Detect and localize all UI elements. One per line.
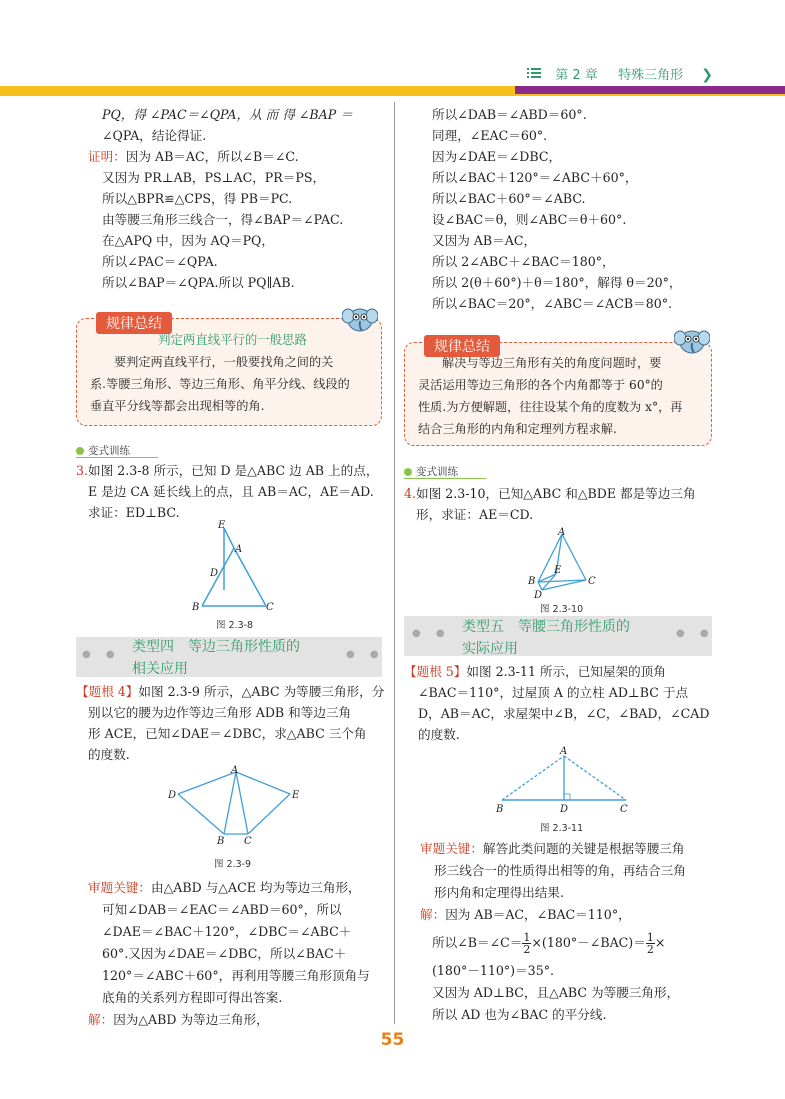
example-label: 【题根 4】 <box>76 684 139 699</box>
solution-line: 设∠BAC＝θ，则∠ABC＝θ＋60°. <box>432 212 627 227</box>
figure-2-3-10 <box>524 526 604 602</box>
key-line: 可知∠DAB＝∠EAC＝∠ABD＝60°，所以 <box>102 902 342 917</box>
header-bar-purple <box>515 86 785 94</box>
example-line: 的度数. <box>418 727 460 742</box>
bullet-icon <box>76 447 84 455</box>
solution-line: 所以∠BAC＋120°＝∠ABC＋60°， <box>432 170 638 185</box>
example-line: ∠BAC＝110°，过屋顶 A 的立柱 AD⊥BC 于点 <box>418 685 689 700</box>
type5-dots-right: ● ● <box>676 628 715 639</box>
example-line: 别以它的腰为边作等边三角形 ADB 和等边三角 <box>88 705 352 720</box>
chapter-title: 特殊三角形 <box>618 68 684 83</box>
proof-line: 由等腰三角形三线合一，得∠BAP＝∠PAC. <box>102 212 344 227</box>
fig239-label: C <box>244 836 252 847</box>
fig239-label: D <box>168 790 177 801</box>
solution-line: 因为△ABD 为等边三角形， <box>113 1012 269 1027</box>
figure-2-3-9 <box>164 764 304 850</box>
fig239-label: B <box>217 836 225 847</box>
proof-line: 所以△BPR≌△CPS，得 PB＝PC. <box>102 191 293 206</box>
fig238-label: E <box>218 520 226 531</box>
summary-line: 垂直平分线等都会出现相等的角. <box>90 399 265 413</box>
fraction-half: $\frac{1}{2}$ <box>523 931 531 956</box>
key-line: 60°.又因为∠DAE＝∠DBC，所以∠BAC＋ <box>102 946 347 961</box>
solution-line: 因为∠DAE＝∠DBC， <box>432 149 562 164</box>
question-line: 如图 2.3-8 所示，已知 D 是△ABC 边 AB 上的点， <box>88 463 379 478</box>
solution-line: 又因为 AB＝AC， <box>432 233 537 248</box>
fig238-label: B <box>192 602 200 613</box>
proof-line: 所以∠PAC＝∠QPA. <box>102 254 218 269</box>
summary-line: 灵活运用等边三角形的各个内角都等于 60°的 <box>418 378 663 392</box>
summary-tag: 规律总结 <box>424 335 500 357</box>
key-label: 审题关键： <box>420 841 483 856</box>
example-label: 【题根 5】 <box>404 664 467 679</box>
variant-training-tag: 变式训练 <box>76 443 130 458</box>
fig239-label: A <box>231 765 239 776</box>
fig238-label: D <box>210 568 219 579</box>
example-5 <box>404 661 710 745</box>
variant-underline <box>76 457 158 458</box>
key-line: 形内角和定理得出结果. <box>434 885 564 900</box>
figure-caption: 图 2.3-11 <box>540 823 584 834</box>
solution-fraction-line: 所以∠B＝∠C＝ $\frac{1}{2}$ ×(180°－∠BAC)＝ $\frac{1}{2}$ × <box>432 931 666 956</box>
example-line: 如图 2.3-9 所示，△ABC 为等腰三角形，分 <box>138 684 385 699</box>
question-4 <box>404 483 696 525</box>
example-line: 形 ACE，已知∠DAE＝∠DBC，求△ABC 三个角 <box>88 726 367 741</box>
fig238-label: C <box>266 602 274 613</box>
key-line: ∠DAE＝∠BAC＋120°，∠DBC＝∠ABC＋ <box>102 924 352 939</box>
type5-title: 类型五 等腰三角形性质的 实际应用 <box>462 619 630 657</box>
fig2311-label: B <box>496 804 504 815</box>
variant-underline <box>404 478 486 479</box>
summary-content <box>418 352 704 440</box>
fig2310-label: A <box>558 527 566 538</box>
proof-line: 在△APQ 中，因为 AQ＝PQ， <box>102 233 274 248</box>
page-number: 55 <box>380 1030 405 1050</box>
figure-caption: 图 2.3-8 <box>216 620 254 631</box>
proof-line: 因为 AB＝AC，所以∠B＝∠C. <box>125 149 299 164</box>
question-line: 求证：ED⊥BC. <box>88 505 180 520</box>
solution-line: 因为 AB＝AC，∠BAC＝110°， <box>445 907 631 922</box>
example-line: 的度数. <box>88 747 130 762</box>
header-bar-yellow <box>0 86 520 94</box>
type4-title: 类型四 等边三角形性质的 相关应用 <box>132 639 300 677</box>
key-line: 由△ABD 与△ACE 均为等边三角形， <box>150 880 361 895</box>
fig2310-label: B <box>528 576 536 587</box>
summary-content <box>90 329 375 417</box>
solution-line: (180°－110°)＝35°. <box>432 963 555 978</box>
solution-line: 所以 2(θ＋60°)＋θ＝180°，解得 θ＝20°， <box>432 275 682 290</box>
fraction-half: $\frac{1}{2}$ <box>646 931 654 956</box>
bullet-icon <box>404 468 412 476</box>
fig238-label: A <box>235 544 243 555</box>
summary-subtitle: 判定两直线平行的一般思路 <box>158 332 307 347</box>
column-divider <box>394 102 395 1024</box>
header-rule <box>0 94 785 96</box>
key-analysis-left <box>88 877 370 1031</box>
chapter-header <box>527 64 713 83</box>
fig239-label: E <box>292 790 300 801</box>
key-line: 底角的关系列方程即可得出答案. <box>102 990 283 1005</box>
fig2311-label: D <box>560 804 569 815</box>
intro-line: ∠QPA，结论得证. <box>102 128 207 143</box>
question-number: 4. <box>404 486 417 501</box>
fig2310-label: E <box>554 565 562 576</box>
type4-dots-left: ● ● <box>82 649 121 660</box>
proof-line: 所以∠BAP＝∠QPA.所以 PQ∥AB. <box>102 275 295 290</box>
summary-line: 系.等腰三角形、等边三角形、角平分线、线段的 <box>90 377 350 391</box>
type5-dots-left: ● ● <box>412 628 451 639</box>
figure-2-3-11 <box>492 744 632 816</box>
intro-line: PQ，得 ∠PAC＝∠QPA，从 而 得 ∠BAP ＝ <box>102 107 353 122</box>
key-line: 120°＝∠ABC＋60°，再利用等腰三角形顶角与 <box>102 968 370 983</box>
example-4 <box>76 681 384 765</box>
solution-label: 解： <box>420 907 446 922</box>
proof-line: 又因为 PR⊥AB，PS⊥AC，PR＝PS， <box>102 170 326 185</box>
question-line: 形，求证：AE＝CD. <box>416 507 534 522</box>
summary-line: 要判定两直线平行，一般要找角之间的关 <box>114 355 334 369</box>
question-line: 如图 2.3-10，已知△ABC 和△BDE 都是等边三角 <box>416 486 696 501</box>
summary-line: 结合三角形的内角和定理列方程求解. <box>418 422 617 436</box>
solution-label: 解： <box>88 1012 114 1027</box>
solution-line: 又因为 AD⊥BC，且△ABC 为等腰三角形， <box>432 985 680 1000</box>
right-solution <box>432 104 682 314</box>
figure-caption: 图 2.3-9 <box>214 859 252 870</box>
fig2310-label: C <box>588 576 596 587</box>
solution-line: 所以∠BAC＋60°＝∠ABC. <box>432 191 586 206</box>
chapter-label: 第 2 章 <box>555 68 598 83</box>
key-label: 审题关键： <box>88 880 151 895</box>
example-line: D，AB＝AC，求屋架中∠B，∠C，∠BAD，∠CAD <box>418 706 710 721</box>
key-line: 解答此类问题的关键是根据等腰三角 <box>482 841 685 856</box>
chevron-right-icon[interactable]: ❯ <box>701 67 713 83</box>
key-line: 形三线合一的性质得出相等的角，再结合三角 <box>434 863 686 878</box>
fig2311-label: A <box>560 746 568 757</box>
solution-line: 所以∠DAB＝∠ABD＝60°. <box>432 107 587 122</box>
example-line: 如图 2.3-11 所示，已知屋架的顶角 <box>466 664 666 679</box>
summary-line: 解决与等边三角形有关的角度问题时，要 <box>442 356 662 370</box>
left-intro <box>88 104 353 293</box>
proof-label: 证明： <box>88 149 126 164</box>
summary-tag: 规律总结 <box>96 312 172 334</box>
variant-training-tag: 变式训练 <box>404 464 458 479</box>
fig2310-label: D <box>534 590 543 601</box>
figure-2-3-8 <box>180 518 290 620</box>
key-analysis-right <box>420 838 686 1026</box>
solution-line: 所以 2∠ABC＋∠BAC＝180°， <box>432 254 615 269</box>
question-line: E 是边 CA 延长线上的点，且 AB＝AC，AE＝AD. <box>88 484 374 499</box>
solution-line: 所以∠BAC＝20°，∠ABC＝∠ACB＝80°. <box>432 296 673 311</box>
question-number: 3. <box>76 463 89 478</box>
summary-line: 性质.为方便解题，往往设某个角的度数为 x°，再 <box>418 400 683 414</box>
fig2311-label: C <box>620 804 628 815</box>
type4-dots-right: ● ● <box>346 649 385 660</box>
menu-icon[interactable] <box>527 67 541 83</box>
solution-line: 所以 AD 也为∠BAC 的平分线. <box>432 1007 607 1022</box>
question-3 <box>76 460 378 523</box>
figure-caption: 图 2.3-10 <box>540 604 584 615</box>
solution-line: 同理，∠EAC＝60°. <box>432 128 548 143</box>
